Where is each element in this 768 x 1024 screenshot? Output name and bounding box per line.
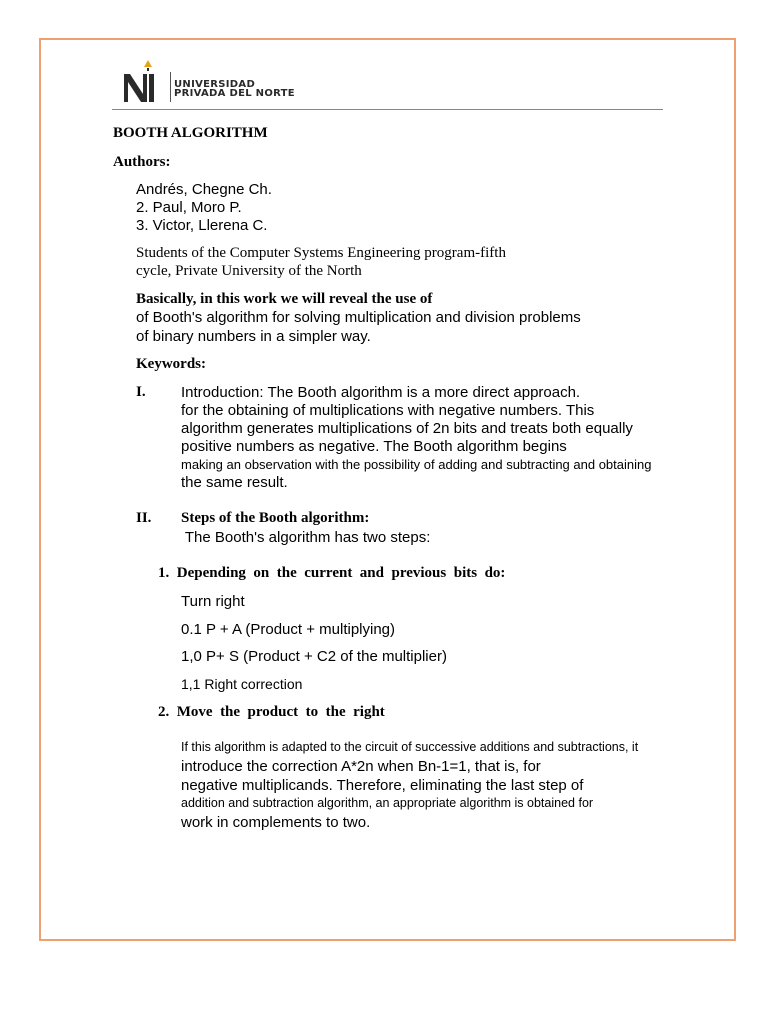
author-2: 2. Paul, Moro P. <box>136 199 242 216</box>
logo-line-1: UNIVERSIDAD <box>174 79 256 90</box>
abstract-line-1: Basically, in this work we will reveal the use of <box>136 291 433 307</box>
author-3: 3. Victor, Llerena C. <box>136 217 268 234</box>
step-1-item: 0.1 P + A (Product + multiplying) <box>181 621 396 638</box>
step-1-label: 1. Depending on the current and previous bits do: <box>158 565 506 581</box>
document-title: BOOTH ALGORITHM <box>113 125 268 141</box>
step-2-line: introduce the correction A*2n when Bn-1=1, that is, for <box>181 758 541 775</box>
section-2-intro: The Booth's algorithm has two steps: <box>181 529 431 546</box>
section-1-numeral: I. <box>136 384 146 400</box>
section-2-numeral: II. <box>136 510 152 526</box>
section-2-heading: Steps of the Booth algorithm: <box>181 510 370 526</box>
abstract-line-3: of binary numbers in a simpler way. <box>136 328 371 345</box>
logo-divider <box>170 72 171 102</box>
step-2-label: 2. Move the product to the right <box>158 704 385 720</box>
abstract-line-2: of Booth's algorithm for solving multiplication and division problems <box>136 309 581 326</box>
step-1-item: 1,1 Right correction <box>181 676 303 692</box>
step-2-line: negative multiplicands. Therefore, eliminating the last step of <box>181 777 584 794</box>
section-1-line: making an observation with the possibility of adding and subtracting and obtaining <box>181 457 652 472</box>
affiliation-line-1: Students of the Computer Systems Engineering program-fifth <box>136 245 506 261</box>
section-1-line: Introduction: The Booth algorithm is a more direct approach. <box>181 384 581 401</box>
keywords-heading: Keywords: <box>136 356 206 372</box>
section-1-line: the same result. <box>181 474 288 491</box>
section-1-line: algorithm generates multiplications of 2n bits and treats both equally <box>181 420 633 437</box>
step-2-line: If this algorithm is adapted to the circuit of successive additions and subtractions, it <box>181 740 639 754</box>
logo-wordmark <box>174 80 295 98</box>
section-1-line: positive numbers as negative. The Booth algorithm begins <box>181 438 567 455</box>
step-1-item: 1,0 P+ S (Product + C2 of the multiplier) <box>181 648 447 665</box>
authors-heading: Authors: <box>113 154 171 170</box>
affiliation-line-2: cycle, Private University of the North <box>136 263 362 279</box>
step-2-line: addition and subtraction algorithm, an appropriate algorithm is obtained for <box>181 796 594 810</box>
university-logo-mark <box>121 58 163 104</box>
author-1: Andrés, Chegne Ch. <box>136 181 272 198</box>
logo-line-2: PRIVADA DEL NORTE <box>174 88 295 99</box>
header-rule <box>112 109 663 110</box>
step-1-item: Turn right <box>181 593 245 610</box>
section-1-line: for the obtaining of multiplications with negative numbers. This <box>181 402 595 419</box>
step-2-line: work in complements to two. <box>181 814 371 831</box>
